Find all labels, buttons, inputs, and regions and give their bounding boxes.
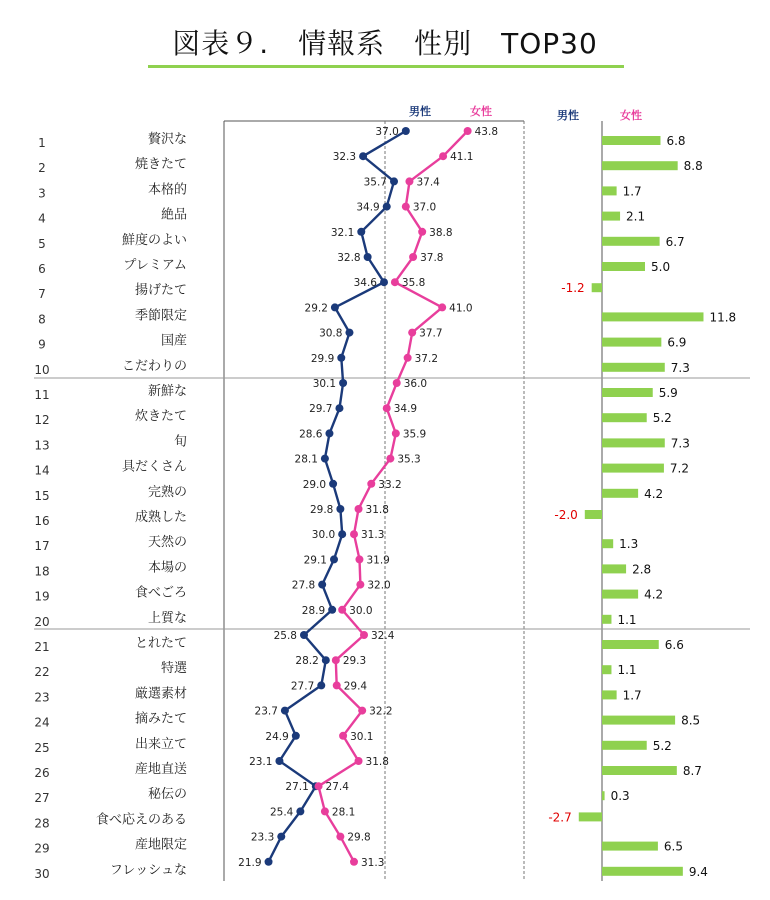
male-value-label: 23.3 bbox=[250, 831, 275, 844]
difference-bar bbox=[602, 489, 638, 498]
male-point bbox=[281, 707, 289, 715]
difference-value-label: 8.8 bbox=[683, 159, 703, 174]
rank-number: 29 bbox=[34, 841, 50, 856]
male-value-label: 27.8 bbox=[291, 579, 316, 592]
female-point bbox=[438, 303, 446, 311]
female-point bbox=[332, 656, 340, 664]
rank-number: 21 bbox=[34, 640, 50, 654]
male-value-label: 21.9 bbox=[238, 856, 262, 869]
category-label: フレッシュな bbox=[109, 862, 187, 878]
rank-number: 7 bbox=[38, 287, 46, 302]
difference-bar bbox=[602, 590, 638, 599]
female-point bbox=[350, 858, 358, 866]
female-value-label: 36.0 bbox=[403, 378, 428, 390]
difference-value-label: 6.6 bbox=[664, 638, 684, 652]
difference-bar bbox=[602, 413, 647, 422]
category-label: 季節限定 bbox=[134, 308, 187, 324]
male-value-label: 32.8 bbox=[337, 252, 361, 264]
row-labels bbox=[34, 131, 188, 881]
category-label: とれたて bbox=[134, 636, 187, 651]
rank-number: 5 bbox=[38, 236, 46, 251]
female-value-label: 35.3 bbox=[397, 453, 421, 466]
rank-number: 26 bbox=[34, 766, 50, 780]
difference-bar bbox=[602, 388, 653, 397]
female-point bbox=[315, 782, 323, 790]
difference-value-label: 7.3 bbox=[670, 436, 690, 451]
category-label: 絶品 bbox=[160, 207, 187, 223]
male-value-label: 32.1 bbox=[330, 226, 355, 239]
category-label: 摘みたて bbox=[134, 711, 187, 727]
female-point bbox=[393, 379, 401, 387]
male-point bbox=[292, 732, 300, 740]
male-point bbox=[336, 505, 344, 513]
male-value-label: 30.8 bbox=[319, 327, 343, 340]
male-value-label: 34.6 bbox=[353, 277, 377, 290]
difference-value-label: 5.2 bbox=[652, 411, 672, 426]
category-label: 成熟した bbox=[134, 510, 187, 525]
difference-bar bbox=[602, 186, 617, 195]
difference-bar bbox=[602, 262, 645, 271]
female-point bbox=[321, 807, 329, 815]
rank-number: 6 bbox=[38, 262, 46, 276]
male-point bbox=[335, 404, 343, 412]
rank-number: 4 bbox=[38, 211, 46, 226]
male-point bbox=[328, 606, 336, 614]
difference-value-label: 1.3 bbox=[619, 537, 639, 552]
difference-bar bbox=[602, 842, 658, 851]
difference-bar bbox=[602, 312, 703, 321]
female-point bbox=[409, 253, 417, 261]
difference-bar bbox=[602, 237, 660, 246]
difference-value-label: 6.5 bbox=[663, 839, 683, 854]
female-value-label: 37.8 bbox=[420, 252, 444, 264]
legend-male-label: 男性 bbox=[409, 105, 431, 118]
female-point bbox=[464, 127, 472, 135]
difference-bar bbox=[602, 539, 613, 548]
female-value-label: 29.8 bbox=[347, 831, 371, 844]
male-point bbox=[339, 379, 347, 387]
female-value-label: 34.9 bbox=[393, 403, 418, 416]
male-value-label: 29.1 bbox=[303, 554, 327, 567]
rank-number: 27 bbox=[34, 791, 50, 806]
rank-number: 15 bbox=[34, 488, 50, 503]
male-value-label: 28.2 bbox=[295, 655, 319, 668]
rank-number: 2 bbox=[38, 161, 46, 176]
category-label: 本格的 bbox=[147, 182, 187, 198]
female-value-label: 37.0 bbox=[412, 201, 437, 214]
category-label: 焼きたて bbox=[134, 157, 187, 173]
male-point bbox=[390, 177, 398, 185]
category-label: 産地直送 bbox=[134, 762, 187, 777]
rank-number: 13 bbox=[34, 438, 50, 453]
male-value-label: 23.1 bbox=[249, 756, 273, 768]
male-value-label: 34.9 bbox=[356, 201, 380, 214]
female-value-label: 35.8 bbox=[401, 277, 426, 290]
difference-bar bbox=[602, 564, 626, 573]
male-value-label: 28.6 bbox=[299, 428, 323, 441]
rank-number: 18 bbox=[34, 564, 50, 579]
male-value-label: 29.9 bbox=[310, 352, 335, 365]
female-point bbox=[360, 631, 368, 639]
male-value-label: 28.1 bbox=[294, 453, 318, 466]
female-value-label: 37.4 bbox=[416, 176, 440, 189]
female-value-label: 31.8 bbox=[365, 504, 389, 516]
category-label: こだわりの bbox=[121, 358, 187, 374]
difference-bar bbox=[602, 338, 661, 347]
female-value-label: 32.4 bbox=[371, 630, 395, 642]
male-point bbox=[300, 631, 308, 639]
female-point bbox=[402, 203, 410, 211]
legend-male-label-right: 男性 bbox=[557, 109, 579, 122]
male-point bbox=[402, 127, 410, 135]
female-point bbox=[355, 505, 363, 513]
category-label: 揚げたて bbox=[134, 283, 187, 299]
rank-number: 11 bbox=[34, 388, 50, 402]
category-label: 秘伝の bbox=[147, 787, 187, 803]
difference-value-label: 1.1 bbox=[617, 612, 637, 627]
difference-value-label: 6.9 bbox=[667, 335, 687, 350]
category-label: 新鮮な bbox=[147, 384, 187, 399]
male-value-label: 30.0 bbox=[311, 529, 336, 542]
male-value-label: 28.9 bbox=[301, 604, 326, 617]
rank-number: 28 bbox=[34, 816, 50, 831]
difference-bar bbox=[602, 363, 665, 372]
difference-bar bbox=[602, 464, 664, 473]
male-point bbox=[317, 681, 325, 689]
male-value-label: 25.4 bbox=[269, 806, 294, 819]
difference-bar bbox=[585, 510, 602, 519]
male-point bbox=[296, 807, 304, 815]
male-point bbox=[330, 555, 338, 563]
rank-number: 20 bbox=[34, 614, 50, 629]
female-value-label: 37.2 bbox=[414, 352, 439, 365]
male-value-label: 35.7 bbox=[363, 176, 387, 189]
category-label: 食べ応えのある bbox=[95, 812, 187, 828]
rank-number: 1 bbox=[38, 136, 46, 150]
male-value-label: 32.3 bbox=[332, 151, 357, 164]
female-value-label: 30.0 bbox=[349, 604, 373, 617]
rank-number: 14 bbox=[34, 463, 50, 478]
male-point bbox=[322, 656, 330, 664]
male-value-label: 29.7 bbox=[309, 403, 333, 416]
category-label: 食べごろ bbox=[134, 585, 187, 601]
male-value-label: 27.7 bbox=[290, 680, 315, 693]
female-value-label: 29.3 bbox=[342, 655, 367, 668]
male-value-label: 29.0 bbox=[302, 478, 327, 491]
female-point bbox=[408, 329, 416, 337]
difference-value-label: -1.2 bbox=[561, 281, 585, 296]
rank-number: 25 bbox=[34, 740, 50, 755]
category-label: 特選 bbox=[160, 661, 187, 677]
difference-value-label: -2.7 bbox=[548, 810, 572, 825]
female-point bbox=[392, 429, 400, 437]
female-point bbox=[391, 278, 399, 286]
difference-bar bbox=[592, 283, 602, 292]
difference-value-label: 5.0 bbox=[651, 260, 671, 274]
male-point bbox=[337, 354, 345, 362]
female-value-label: 38.8 bbox=[429, 226, 453, 239]
male-point bbox=[329, 480, 337, 488]
male-value-label: 25.8 bbox=[273, 630, 297, 642]
male-value-label: 29.2 bbox=[304, 302, 328, 315]
difference-bar bbox=[602, 438, 665, 447]
difference-value-label: 7.2 bbox=[669, 461, 690, 476]
rank-number: 9 bbox=[38, 337, 46, 352]
male-point bbox=[359, 152, 367, 160]
rank-number: 10 bbox=[34, 362, 50, 377]
female-point bbox=[338, 606, 346, 614]
difference-value-label: 6.8 bbox=[666, 134, 686, 148]
female-point bbox=[339, 732, 347, 740]
category-label: 厳選素材 bbox=[134, 686, 187, 702]
female-point bbox=[405, 177, 413, 185]
difference-bar bbox=[602, 136, 660, 145]
difference-bar bbox=[579, 812, 602, 821]
difference-bar bbox=[602, 615, 611, 624]
female-point bbox=[350, 530, 358, 538]
rank-number: 12 bbox=[34, 413, 50, 428]
female-point bbox=[383, 404, 391, 412]
rank-number: 24 bbox=[34, 715, 50, 730]
difference-bar bbox=[602, 665, 611, 674]
difference-bars bbox=[548, 134, 736, 879]
rank-number: 30 bbox=[34, 866, 50, 881]
male-point bbox=[380, 278, 388, 286]
difference-value-label: 4.2 bbox=[644, 587, 664, 602]
female-value-label: 43.8 bbox=[474, 126, 499, 138]
legend-female-label-right: 女性 bbox=[620, 109, 642, 122]
female-point bbox=[358, 707, 366, 715]
rank-number: 16 bbox=[34, 514, 50, 528]
category-label: 旬 bbox=[173, 434, 187, 450]
difference-value-label: 5.2 bbox=[652, 738, 672, 753]
male-value-label: 23.7 bbox=[254, 705, 278, 718]
category-label: 贅沢な bbox=[147, 132, 187, 147]
difference-value-label: 1.7 bbox=[622, 184, 642, 199]
difference-bar bbox=[602, 161, 678, 170]
male-point bbox=[383, 203, 391, 211]
difference-bar bbox=[602, 690, 617, 699]
category-label: 完熟の bbox=[147, 484, 187, 500]
male-point bbox=[357, 228, 365, 236]
female-value-label: 31.3 bbox=[361, 529, 385, 542]
difference-bar bbox=[602, 766, 677, 775]
difference-bar bbox=[602, 741, 647, 750]
male-point bbox=[318, 581, 326, 589]
difference-value-label: 8.5 bbox=[681, 713, 701, 728]
male-point bbox=[321, 455, 329, 463]
female-value-label: 30.1 bbox=[350, 730, 374, 743]
female-value-label: 27.4 bbox=[325, 781, 349, 794]
male-value-label: 30.1 bbox=[312, 378, 337, 390]
difference-value-label: 7.3 bbox=[670, 360, 690, 375]
male-point bbox=[364, 253, 372, 261]
female-value-label: 31.3 bbox=[361, 856, 385, 869]
rank-number: 19 bbox=[34, 589, 50, 604]
difference-value-label: 1.7 bbox=[622, 688, 642, 703]
line-series bbox=[238, 126, 498, 869]
category-label: プレミアム bbox=[123, 258, 187, 273]
female-point bbox=[386, 455, 394, 463]
male-value-label: 24.9 bbox=[265, 730, 289, 743]
female-point bbox=[336, 833, 344, 841]
female-point bbox=[404, 354, 412, 362]
female-value-label: 32.0 bbox=[367, 579, 391, 592]
difference-value-label: 2.8 bbox=[632, 562, 652, 577]
female-value-label: 29.4 bbox=[343, 680, 368, 693]
female-point bbox=[418, 228, 426, 236]
female-series-line bbox=[319, 131, 468, 862]
difference-value-label: 9.4 bbox=[688, 864, 708, 879]
male-point bbox=[345, 329, 353, 337]
difference-value-label: -2.0 bbox=[554, 508, 578, 522]
male-point bbox=[331, 303, 339, 311]
difference-bar bbox=[602, 640, 659, 649]
difference-bar bbox=[602, 716, 675, 725]
difference-bar bbox=[602, 212, 620, 221]
female-value-label: 31.8 bbox=[365, 756, 389, 768]
rank-number: 17 bbox=[34, 539, 50, 554]
category-label: 炊きたて bbox=[134, 409, 187, 425]
page-title: 図表９. 情報系 性別 TOP30 bbox=[172, 27, 598, 60]
male-value-label: 27.1 bbox=[285, 781, 309, 794]
difference-value-label: 1.1 bbox=[617, 663, 637, 678]
female-value-label: 32.2 bbox=[369, 705, 393, 718]
rank-number: 8 bbox=[38, 312, 46, 327]
female-value-label: 28.1 bbox=[331, 806, 356, 819]
difference-bar bbox=[602, 867, 683, 876]
male-value-label: 29.8 bbox=[309, 504, 334, 516]
male-value-label: 37.0 bbox=[375, 126, 399, 138]
difference-value-label: 11.8 bbox=[709, 310, 737, 325]
category-label: 産地限定 bbox=[134, 837, 187, 853]
difference-value-label: 5.9 bbox=[658, 386, 678, 400]
male-point bbox=[275, 757, 283, 765]
female-value-label: 33.2 bbox=[378, 478, 402, 491]
difference-value-label: 2.1 bbox=[626, 209, 646, 224]
difference-value-label: 8.7 bbox=[682, 764, 702, 778]
category-label: 本場の bbox=[147, 560, 187, 576]
female-point bbox=[356, 581, 364, 589]
rank-number: 22 bbox=[34, 665, 50, 680]
difference-value-label: 6.7 bbox=[665, 234, 685, 249]
rank-number: 23 bbox=[34, 690, 50, 705]
category-label: 鮮度のよい bbox=[121, 232, 187, 248]
category-label: 具だくさん bbox=[121, 459, 187, 475]
female-point bbox=[355, 757, 363, 765]
female-point bbox=[439, 152, 447, 160]
male-point bbox=[325, 429, 333, 437]
female-point bbox=[367, 480, 375, 488]
male-point bbox=[277, 833, 285, 841]
female-value-label: 35.9 bbox=[402, 428, 427, 441]
difference-bar bbox=[602, 791, 605, 800]
male-point bbox=[265, 858, 273, 866]
category-label: 上質な bbox=[147, 610, 187, 626]
category-label: 国産 bbox=[160, 333, 187, 349]
difference-value-label: 4.2 bbox=[644, 486, 664, 501]
category-label: 出来立て bbox=[134, 736, 187, 752]
legend-female-label: 女性 bbox=[470, 105, 492, 118]
female-value-label: 41.1 bbox=[450, 151, 474, 164]
female-point bbox=[355, 555, 363, 563]
female-value-label: 31.9 bbox=[366, 554, 390, 567]
rank-number: 3 bbox=[38, 186, 46, 201]
female-value-label: 37.7 bbox=[419, 327, 443, 340]
difference-value-label: 0.3 bbox=[610, 789, 630, 804]
category-label: 天然の bbox=[147, 535, 187, 551]
female-value-label: 41.0 bbox=[449, 302, 473, 315]
female-point bbox=[333, 681, 341, 689]
male-point bbox=[338, 530, 346, 538]
